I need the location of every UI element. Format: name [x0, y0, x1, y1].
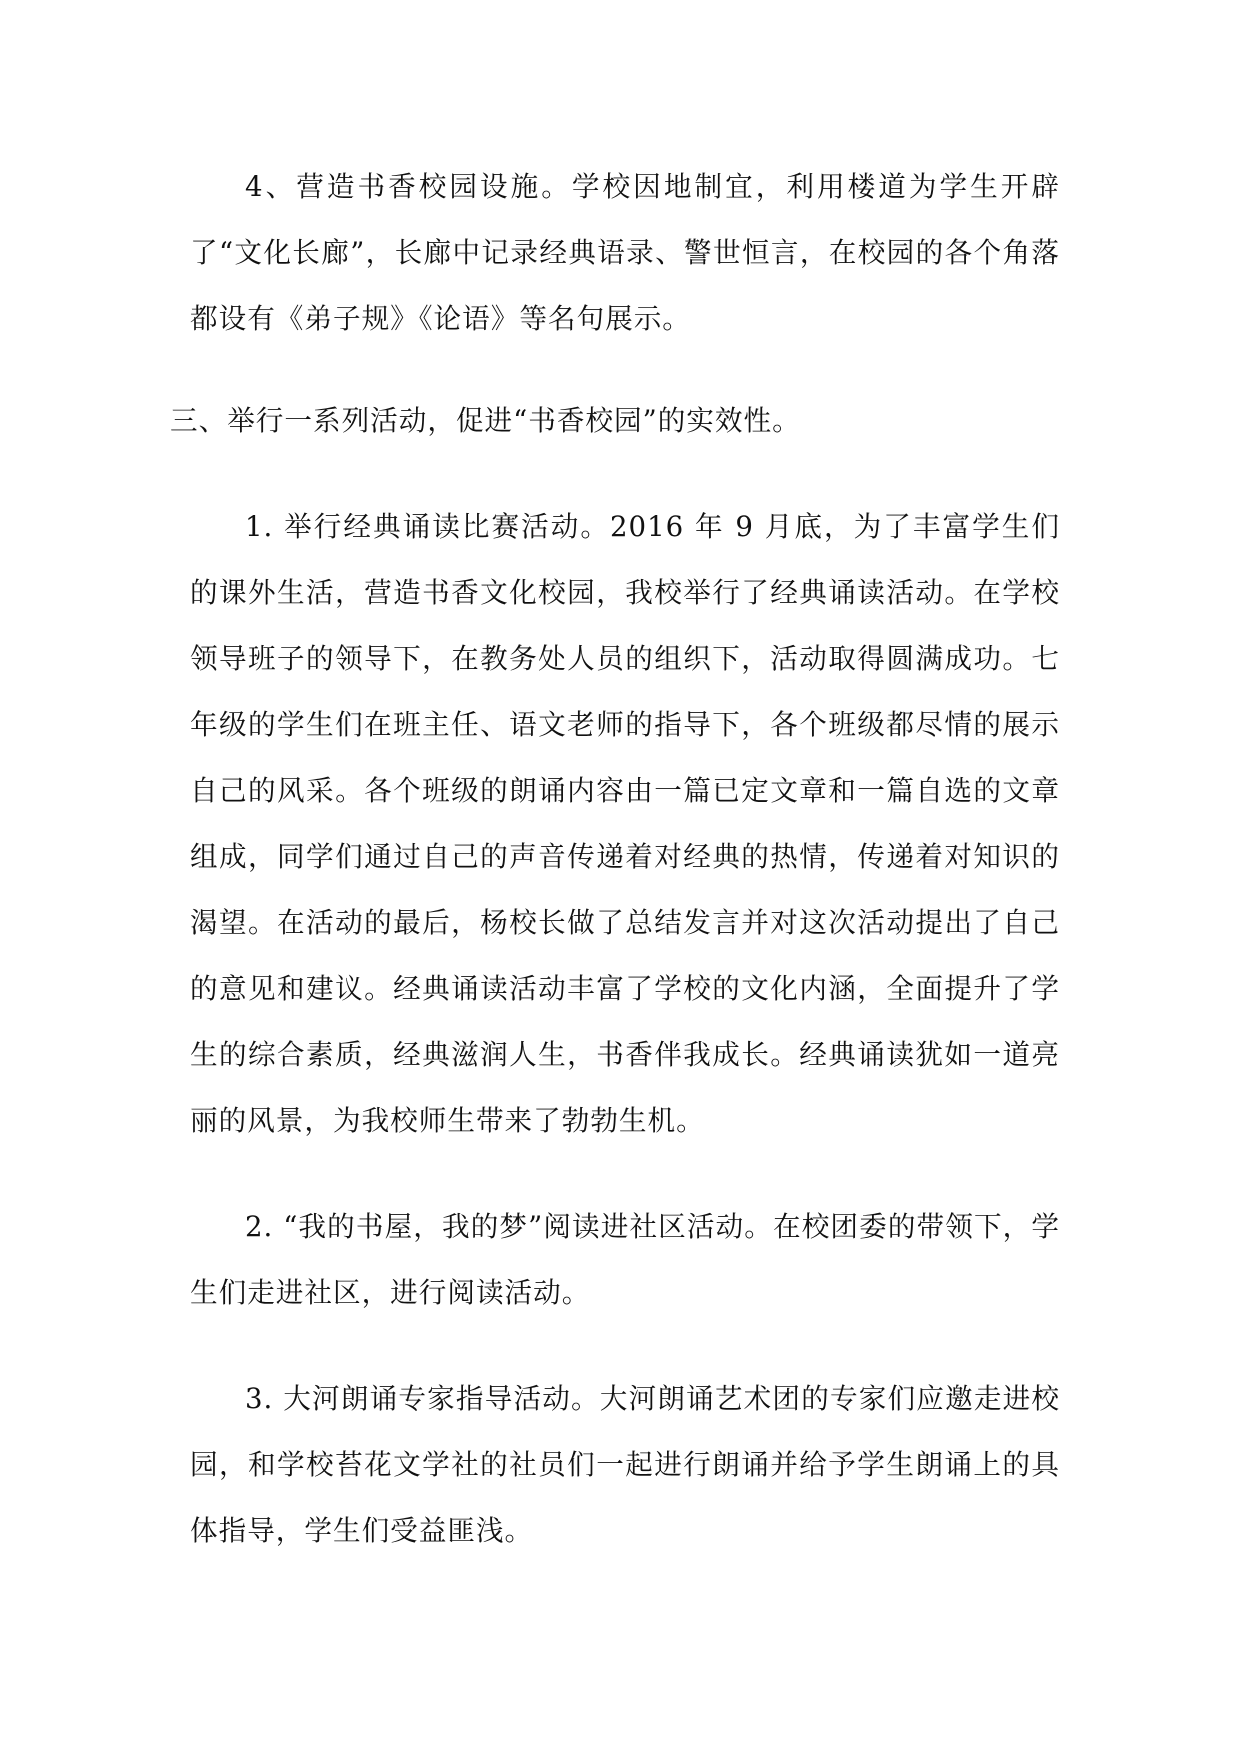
spacer: [190, 1154, 1060, 1194]
document-body: [170, 154, 1060, 1564]
spacer: [190, 454, 1060, 494]
spacer: [190, 1326, 1060, 1366]
section-heading: 三、举行一系列活动，促进“书香校园”的实效性。: [170, 404, 801, 437]
spacer: [190, 352, 1060, 388]
paragraph-community-reading: 2. “我的书屋，我的梦”阅读进社区活动。在校团委的带领下，学生们走进社区，进行阅读活动。: [190, 1210, 1060, 1309]
paragraph-recitation-contest: 1. 举行经典诵读比赛活动。2016 年 9 月底，为了丰富学生们的课外生活，营造书香文化校园，我校举行了经典诵读活动。在学校领导班子的领导下，在教务处人员的组织下，活动取得圆满成功。七年级的学生们在班主任、语文老师的指导下，各个班级都尽情的展示自己的风采。各个班级的朗诵内容由一篇已定文章和一篇自选的文章组成，同学们通过自己的声音传递着对经典的热情，传递着对知识的渴望。在活动的最后，杨校长做了总结发言并对这次活动提出了自己的意见和建议。经典诵读活动丰富了学校的文化内涵，全面提升了学生的综合素质，经典滋润人生，书香伴我成长。经典诵读犹如一道亮丽的风景，为我校师生带来了勃勃生机。: [190, 510, 1060, 1137]
paragraph-expert-guidance: 3. 大河朗诵专家指导活动。大河朗诵艺术团的专家们应邀走进校园，和学校苔花文学社的社员们一起进行朗诵并给予学生朗诵上的具体指导，学生们受益匪浅。: [190, 1382, 1060, 1547]
paragraph-facilities: 4、营造书香校园设施。学校因地制宜，利用楼道为学生开辟了“文化长廊”，长廊中记录经典语录、警世恒言，在校园的各个角落都设有《弟子规》《论语》等名句展示。: [190, 170, 1060, 335]
